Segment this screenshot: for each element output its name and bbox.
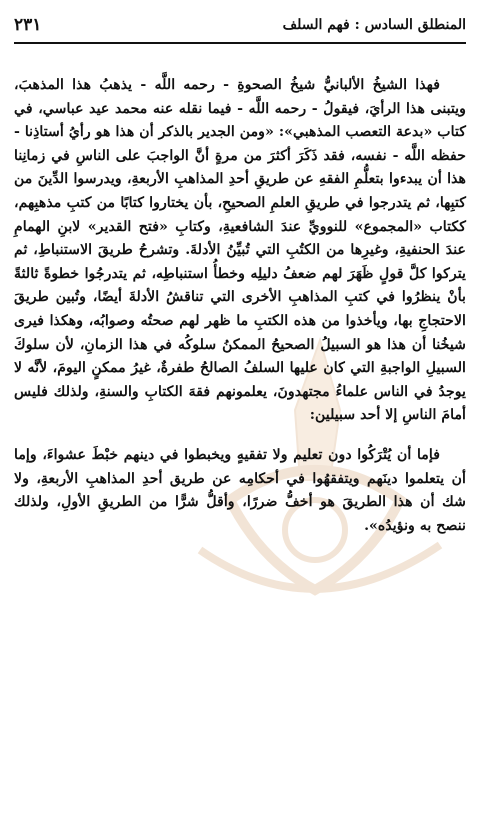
paragraph: فهذا الشيخُ الألبانيُّ شيخُ الصحوةِ - رحمه اللَّه - يذهبُ هذا المذهبَ، ويتبنى هذا الرأيَ، فيقولُ - رحمه اللَّه - فيما نقله عنه محمد عيد عباسي، في كتاب «بدعة التعصب المذهبي»: «ومن الجدير بالذكر أن هذا هو رأيُ أستاذِنا - حفظه اللَّه - نفسه، فقد ذَكَرَ أكثرَ من مرةٍ أنَّ الواجبَ على الناسِ في زمانِنا هذا أن يبدءوا بتعلُّمِ الفقهِ عن طريقِ أحدِ المذاهبِ الأربعةِ، ويدرسوا الدِّينَ من كتبِها، ثم يتدرجوا في طريقِ العلمِ الصحيحِ، بأن يختاروا كتابًا من كتبِ مذهبِهم، ككتاب «المجموع» للنوويِّ عندَ الشافعيةِ، وكتابِ «فتح القدير» لابنِ الهمامِ عندَ الحنفيةِ، وغيرِها من الكتُبِ التي تُبيِّنُ الأدلةَ. وتشرحُ طريقَ الاستنباطِ، ثم يتركوا كلَّ قولٍ ظَهَرَ لهم ضعفُ دليلِه وخطأُ استنباطِه، ثم يتدرجُوا خطوةً ثالثةً بأنْ ينظرُوا في كتبِ المذاهبِ الأخرى التي تناقشُ الأدلةَ أيضًا، وتُبين طريقَ الاحتجاجِ بها، ويأخذوا من هذه الكتبِ ما ظهر لهم صحتُه وصوابُه، وهكذا فيرى شيخُنا أن هذا هو السبيلُ الصحيحُ الممكنُ سلوكُه في هذا الزمانِ، لأن سلوكَ السبيلِ الواجبةِ التي كان عليها السلفُ الصالحُ طفرةٌ، غيرُ ممكنٍ اليومَ، لأنَّه لا يوجدُ في الناس علماءُ مجتهدونَ، يعلمونهم فقهَ الكتابِ والسنةِ، ولذلك فليس أمامَ الناسِ إلا أحد سبيلين: [14,77,466,424]
page-number: ٢٣١ [14,15,42,35]
running-title: المنطلق السادس : فهم السلف [282,17,466,33]
page-header [14,8,466,44]
paragraph: فإما أن يُتْرَكُوا دون تعليم ولا تفقيهٍ ويخبطوا في دينهم خبْطَ عشواءَ، وإما أن يتعلموا دينَهم ويتفقهُوا في أحكامِه عن طريق أحدِ المذاهبِ الأربعةِ، ولا شك أن هذا الطريقَ هو أخفُّ ضررًا، وأقلُّ شرًّا من الطريقِ الأولِ، ولذلك ننصح به ونؤيدُه». [14,446,466,534]
body-text [14,74,466,538]
